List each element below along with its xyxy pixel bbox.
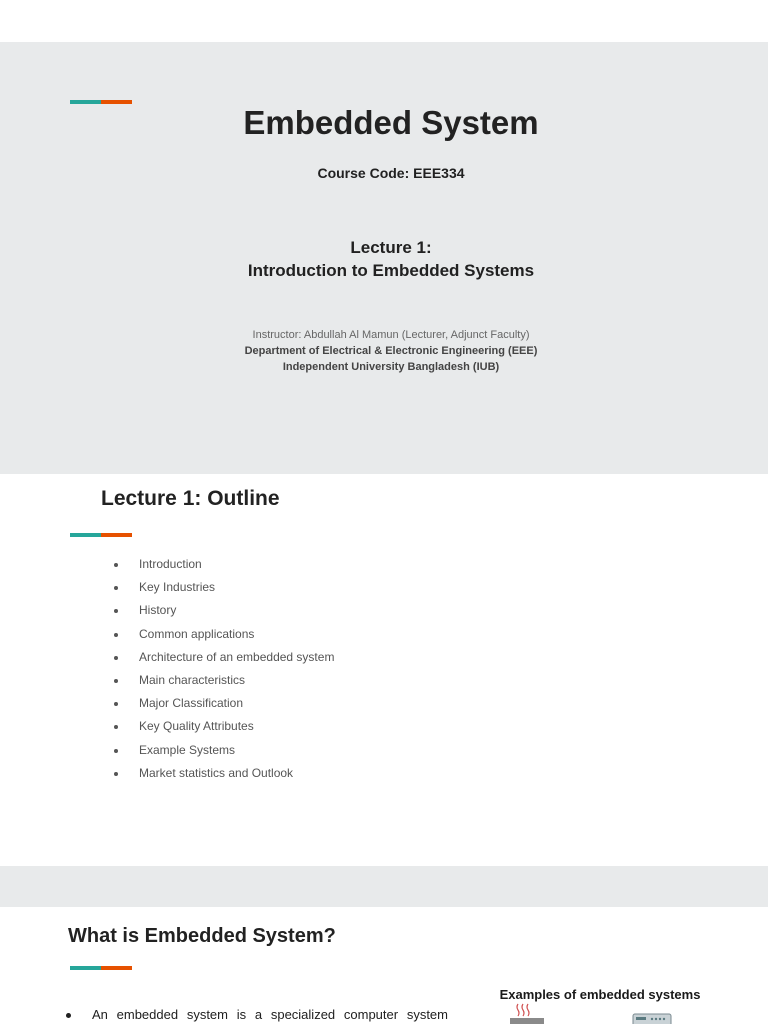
lecture-title: Introduction to Embedded Systems bbox=[247, 261, 535, 280]
outline-item: Introduction bbox=[110, 553, 334, 576]
university-name: Independent University Bangladesh (IUB) bbox=[282, 361, 500, 373]
accent-bar bbox=[70, 533, 132, 537]
outline-item: Main characteristics bbox=[110, 669, 334, 692]
slide-divider bbox=[0, 866, 768, 907]
examples-figure bbox=[470, 978, 720, 1024]
accent-bar-teal bbox=[70, 966, 101, 970]
bullet-icon bbox=[114, 679, 118, 683]
lecture-heading bbox=[0, 236, 768, 282]
bullet-icon bbox=[114, 772, 118, 776]
outline-title: Lecture 1: Outline bbox=[101, 487, 280, 510]
outline-item: Major Classification bbox=[110, 692, 334, 715]
outline-list bbox=[110, 553, 334, 785]
bullet-icon bbox=[114, 586, 118, 590]
bullet-text: An embedded system is a specialized computer system bbox=[92, 1007, 448, 1022]
instructor-block bbox=[0, 327, 768, 375]
outline-item: Key Quality Attributes bbox=[110, 715, 334, 738]
bullet-icon bbox=[114, 609, 118, 613]
slide-title: Embedded System bbox=[243, 104, 539, 141]
bullet-icon bbox=[114, 725, 118, 729]
examples-illustration bbox=[470, 978, 720, 1024]
accent-bar-orange bbox=[101, 533, 132, 537]
accent-bar-teal bbox=[70, 533, 101, 537]
bullet-icon bbox=[114, 656, 118, 660]
section-title: What is Embedded System? bbox=[68, 925, 336, 947]
bullet-icon bbox=[114, 633, 118, 637]
bullet-icon bbox=[66, 1013, 71, 1018]
outline-item: Architecture of an embedded system bbox=[110, 646, 334, 669]
body-bullet bbox=[64, 1006, 448, 1024]
accent-bar-orange bbox=[101, 966, 132, 970]
course-code: Course Code: EEE334 bbox=[317, 165, 465, 181]
accent-bar bbox=[70, 966, 132, 970]
lecture-number: Lecture 1: bbox=[350, 238, 432, 257]
outline-item: Key Industries bbox=[110, 576, 334, 599]
department-name: Department of Electrical & Electronic Engineering (EEE) bbox=[244, 345, 538, 357]
outline-item: Market statistics and Outlook bbox=[110, 762, 334, 785]
outline-item: History bbox=[110, 599, 334, 622]
device-icon bbox=[633, 1014, 671, 1024]
figure-title: Examples of embedded systems bbox=[499, 987, 701, 1002]
bullet-icon bbox=[114, 702, 118, 706]
bullet-icon bbox=[114, 563, 118, 567]
bullet-icon bbox=[114, 749, 118, 753]
instructor-name: Instructor: Abdullah Al Mamun (Lecturer, Adjunct Faculty) bbox=[252, 329, 530, 341]
heater-icon bbox=[510, 1004, 544, 1024]
outline-item: Common applications bbox=[110, 623, 334, 646]
outline-item: Example Systems bbox=[110, 739, 334, 762]
